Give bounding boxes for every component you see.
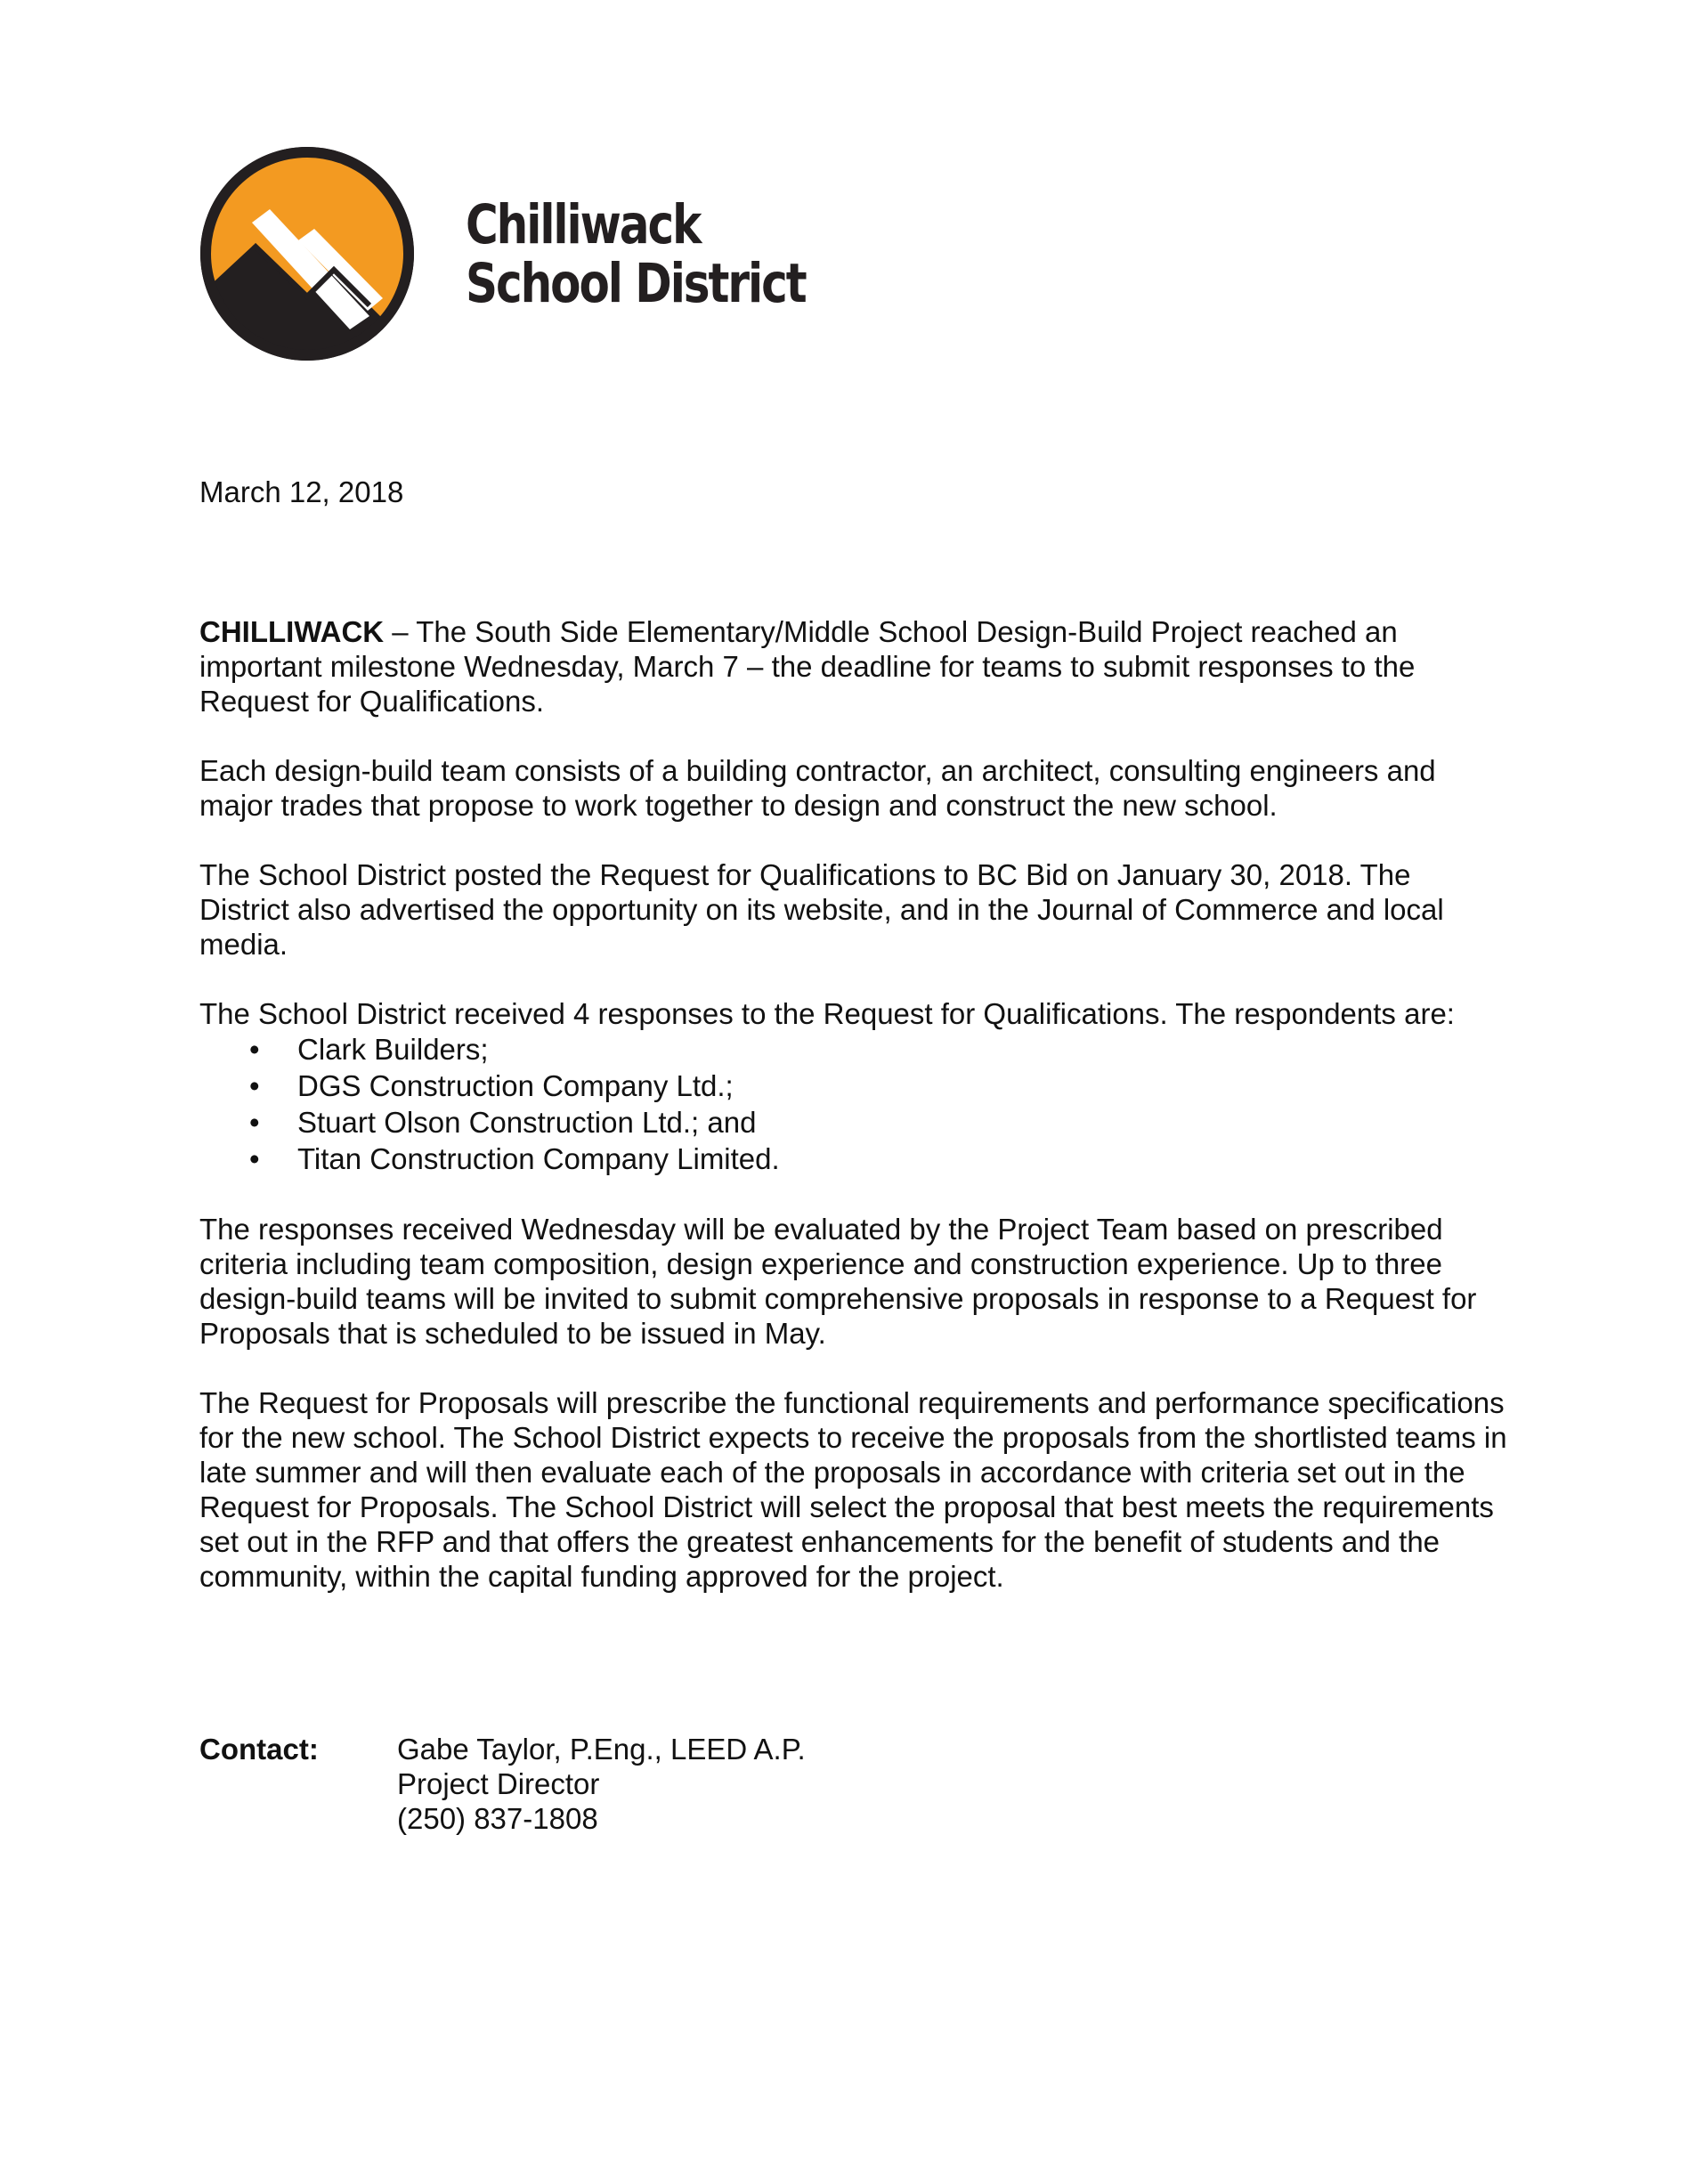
contact-title: Project Director [397,1767,600,1800]
list-item: • Clark Builders; [249,1033,489,1066]
wordmark-line-1: Chilliwack [466,193,701,256]
intro-text: – The South Side Elementary/Middle School Design-Build Project reached an important milestone Wednesday, March 7 – the deadline for teams to submit responses to the Request for Qualifications. [199,615,1416,718]
contact-phone: (250) 837-1808 [397,1802,598,1835]
paragraph-rfp: The Request for Proposals will prescribe the functional requirements and performance specifications for the new school. The School District expects to receive the proposals from the shortlisted teams in late summer and will then evaluate each of the proposals in accordance with criteria set out in the Request for Proposals. The School District will select the proposal that best meets the requirements set out in the RFP and that offers the greatest enhancements for the benefit of students and the community, within the capital funding approved for the project. [199,1386,1507,1593]
paragraph-posting: The School District posted the Request for Qualifications to BC Bid on January 30, 2018. The District also advertised the opportunity on its website, and in the Journal of Commerce and local media. [199,858,1444,961]
district-logo [200,142,806,365]
bullet-icon: • [249,1033,260,1066]
bullet-icon: • [249,1069,260,1102]
paragraph-evaluation: The responses received Wednesday will be evaluated by the Project Team based on prescribed criteria including team composition, design experience and construction experience. Up to three design-build teams will be invited to submit comprehensive proposals in response to a Request for Proposals that is scheduled to be issued in May. [199,1213,1477,1350]
respondent-list [199,1031,1508,1177]
letter-body [199,614,1508,1628]
paragraph-team: Each design-build team consists of a building contractor, an architect, consulting engineers and major trades that propose to work together to design and construct the new school. [199,754,1436,822]
contact-label: Contact: [199,1733,319,1766]
bullet-icon: • [249,1142,260,1175]
list-item: • Titan Construction Company Limited. [249,1142,780,1175]
contact-details [397,1732,806,1836]
district-wordmark [466,193,806,315]
paragraph-intro [199,614,1508,719]
wordmark-line-2: School District [466,251,806,315]
list-item: • DGS Construction Company Ltd.; [249,1069,734,1102]
paragraph-responses: The School District received 4 responses to the Request for Qualifications. The respondents are: [199,997,1455,1030]
letter-date: March 12, 2018 [199,475,404,508]
bullet-icon: • [249,1106,260,1139]
dateline: CHILLIWACK [199,615,385,648]
list-item: • Stuart Olson Construction Ltd.; and [249,1106,757,1139]
mountain-logo-icon [200,147,414,361]
contact-name: Gabe Taylor, P.Eng., LEED A.P. [397,1733,806,1766]
